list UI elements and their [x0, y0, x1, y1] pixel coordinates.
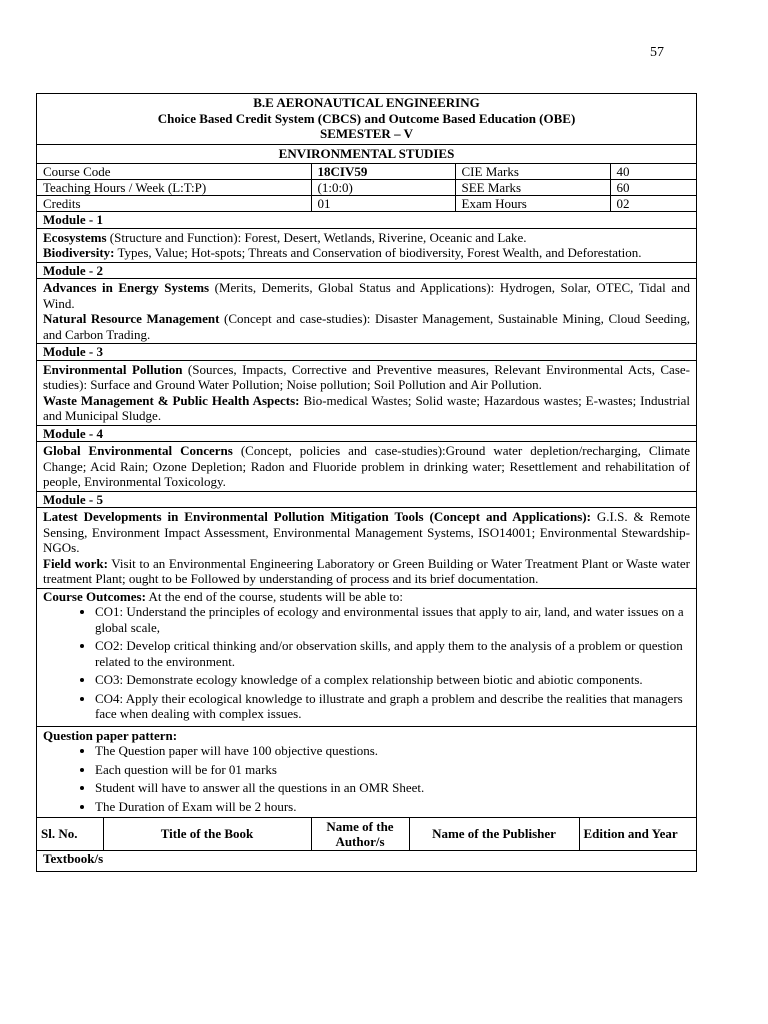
question-paper-list — [43, 743, 690, 814]
info-label: Credits — [37, 196, 311, 212]
col-publisher: Name of the Publisher — [409, 818, 579, 850]
list-item: • CO4: Apply their ecological knowledge to illustrate and graph a problem and describe the realities that managers face when dealing with complex issues. — [95, 691, 690, 722]
topic-heading: Global Environmental Concerns — [43, 443, 233, 458]
program-header — [37, 94, 696, 145]
topic-heading: Biodiversity: — [43, 245, 115, 260]
info-value: (1:0:0) — [311, 180, 455, 196]
module-heading: Module - 1 — [37, 212, 696, 229]
topic-text: Types, Value; Hot-spots; Threats and Conservation of biodiversity, Forest Wealth, and Deforestation. — [114, 245, 642, 260]
topic-text: G.I.S. & Remote Sensing, Environment Impact Assessment, Environmental Management Systems, ISO14001; Environmental Stewardship- NGOs. — [43, 509, 691, 555]
list-item: • CO3: Demonstrate ecology knowledge of a complex relationship between biotic and abiotic components. — [95, 672, 690, 688]
course-outcomes-intro — [43, 589, 690, 605]
topic-heading: Environmental Pollution — [43, 361, 183, 377]
topic-text: (Structure and Function): Forest, Desert, Wetlands, Riverine, Oceanic and Lake. — [106, 229, 527, 245]
topic-heading: Natural Resource Management — [43, 311, 220, 326]
col-edition-year: Edition and Year — [583, 826, 678, 842]
list-item: • The Duration of Exam will be 2 hours. — [95, 799, 690, 815]
module-paragraph — [43, 311, 690, 342]
list-item: • CO1: Understand the principles of ecology and environmental issues that apply to air, land, and water issues on a global scale, — [95, 604, 690, 635]
course-outcomes-intro-text: At the end of the course, students will be able to: — [145, 588, 403, 604]
module-content — [37, 279, 696, 344]
topic-heading: Field work: — [43, 555, 108, 571]
subject-title: ENVIRONMENTAL STUDIES — [37, 145, 696, 165]
topic-text: (Concept and case-studies): Disaster Management, Sustainable Mining, Cloud Seeding, and Carbon Trading. — [43, 311, 690, 342]
module-paragraph — [43, 509, 690, 556]
info-value: 60 — [610, 180, 696, 196]
topic-text: Visit to an Environmental Engineering Laboratory or Green Building or Water Treatment Plant or Waste water treatment Plant; ought to be Followed by understanding of process and its brief documentation. — [43, 555, 690, 586]
books-table-header — [37, 818, 696, 851]
module-paragraph — [43, 362, 690, 393]
question-paper-heading — [43, 728, 690, 744]
info-value: 40 — [610, 164, 696, 180]
course-info — [37, 164, 696, 212]
info-label: CIE Marks — [455, 164, 610, 180]
topic-heading: Advances in Energy Systems — [43, 280, 210, 295]
module-heading: Module - 4 — [37, 426, 696, 443]
info-label: Exam Hours — [455, 196, 610, 212]
topic-text: (Sources, Impacts, Corrective and Preventive measures, Relevant Environmental Acts, Case-studies): Surface and Ground Water Pollution; Noise pollution; Soil Pollution and Air Pollution. — [43, 361, 690, 392]
topic-heading: Waste Management & Public Health Aspects: — [43, 392, 300, 408]
module-heading: Module - 3 — [37, 344, 696, 361]
info-row — [37, 164, 696, 180]
question-paper-heading-text: Question paper pattern: — [43, 727, 178, 743]
info-value: 02 — [616, 196, 630, 211]
course-outcomes — [37, 589, 696, 727]
scheme-title: Choice Based Credit System (CBCS) and Outcome Based Education (OBE) — [157, 110, 576, 126]
table-header-row — [37, 818, 696, 850]
module-paragraph — [43, 230, 690, 246]
module-heading: Module - 5 — [37, 492, 696, 509]
col-sl-no: Sl. No. — [37, 818, 103, 850]
textbooks-label: Textbook/s — [43, 851, 104, 866]
col-authors: Name of the Author/s — [311, 818, 409, 850]
info-label: Teaching Hours / Week (L:T:P) — [37, 180, 311, 196]
list-item: • Student will have to answer all the questions in an OMR Sheet. — [95, 780, 690, 796]
module-paragraph — [43, 245, 690, 261]
module-heading: Module - 2 — [37, 263, 696, 280]
topic-text: (Concept, policies and case-studies):Ground water depletion/recharging, Climate Change; Acid Rain; Ozone Depletion; Radon and Fluoride problem in drinking water; Resettlement and rehabilitation of people, Environmental Toxicology. — [43, 443, 690, 489]
books-table — [37, 818, 696, 850]
module-content — [37, 442, 696, 492]
question-paper-pattern — [37, 727, 696, 819]
topic-text: Bio-medical Wastes; Solid waste; Hazardous wastes; E-wastes; Industrial and Municipal Sludge. — [43, 392, 690, 423]
topic-text: (Merits, Demerits, Global Status and Applications): Hydrogen, Solar, OTEC, Tidal and Wind. — [43, 280, 690, 311]
col-book-title: Title of the Book — [103, 818, 311, 850]
semester-title: SEMESTER – V — [320, 126, 413, 141]
module-paragraph — [43, 393, 690, 424]
course-code-value: 18CIV59 — [311, 164, 455, 180]
syllabus-sheet — [36, 93, 697, 872]
info-label: Course Code — [37, 164, 311, 180]
info-row — [37, 180, 696, 196]
course-info-table — [37, 164, 696, 211]
info-label: SEE Marks — [455, 180, 610, 196]
module-paragraph — [43, 443, 690, 490]
page-number: 57 — [650, 45, 664, 60]
info-row — [37, 196, 696, 212]
module-content — [37, 508, 696, 589]
module-content — [37, 229, 696, 263]
topic-heading: Ecosystems — [43, 229, 107, 245]
program-title: B.E AERONAUTICAL ENGINEERING — [253, 95, 480, 110]
list-item: • The Question paper will have 100 objective questions. — [95, 743, 690, 759]
list-item: • CO2: Develop critical thinking and/or observation skills, and apply them to the analysis of a problem or question related to the environment. — [95, 638, 690, 669]
module-paragraph — [43, 280, 690, 311]
list-item: • Each question will be for 01 marks — [95, 762, 690, 778]
course-outcomes-list — [43, 604, 690, 722]
course-outcomes-heading: Course Outcomes: — [43, 588, 146, 604]
module-paragraph — [43, 556, 690, 587]
info-value: 01 — [311, 196, 455, 212]
module-content — [37, 361, 696, 426]
topic-heading: Latest Developments in Environmental Pollution Mitigation Tools (Concept and Applications): — [43, 509, 591, 524]
